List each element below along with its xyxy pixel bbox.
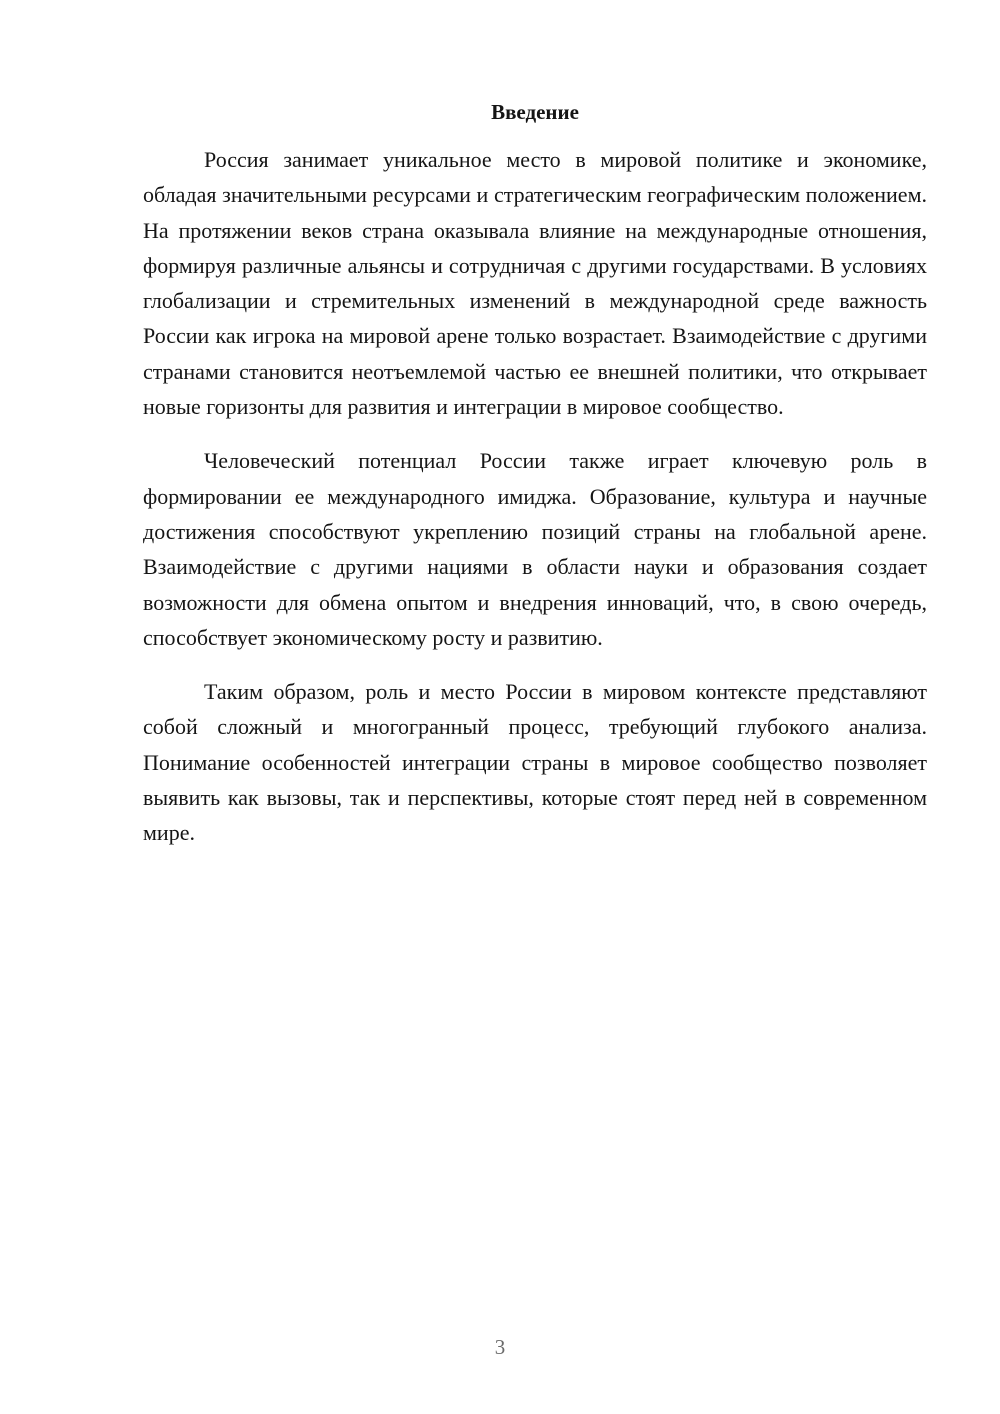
body-text: [143, 142, 927, 870]
page-number: 3: [494, 1335, 506, 1359]
section-heading: Введение: [491, 100, 579, 124]
paragraph-3: Таким образом, роль и место России в мировом контексте представляют собой сложный и многогранный процесс, требующий глубокого анализа. Понимание особенностей интеграции страны в мировое сообщество позволяет выявить как вызовы, так и перспективы, которые стоят перед ней в современном мире.: [143, 679, 927, 846]
paragraph-2: Человеческий потенциал России также играет ключевую роль в формировании ее международного имиджа. Образование, культура и научные достижения способствуют укреплению позиций страны на глобальной арене. Взаимодействие с другими нациями в области науки и образования создает возможности для обмена опытом и внедрения инноваций, что, в свою очередь, способствует экономическому росту и развитию.: [143, 448, 927, 650]
paragraph-1: Россия занимает уникальное место в мировой политике и экономике, обладая значительными ресурсами и стратегическим географическим положением. На протяжении веков страна оказывала влияние на международные отношения, формируя различные альянсы и сотрудничая с другими государствами. В условиях глобализации и стремительных изменений в международной среде важность России как игрока на мировой арене только возрастает. Взаимодействие с другими странами становится неотъемлемой частью ее внешней политики, что открывает новые горизонты для развития и интеграции в мировое сообщество.: [143, 147, 927, 420]
